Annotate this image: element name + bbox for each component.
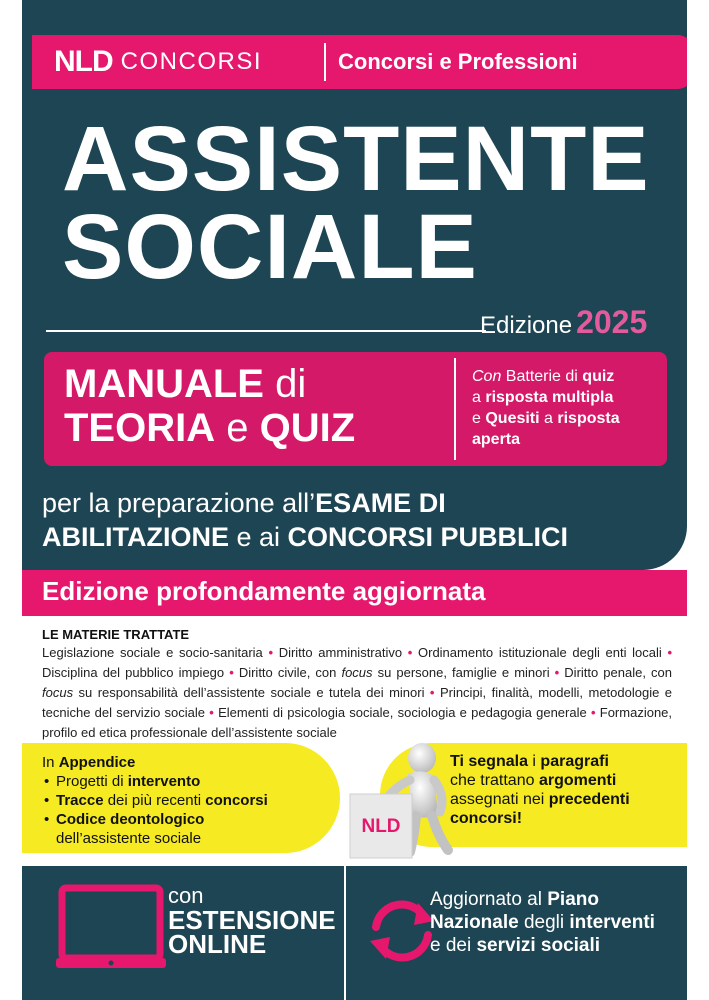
online-line-2: ONLINE bbox=[168, 929, 267, 959]
quiz-note-text: e bbox=[472, 410, 486, 427]
appendix-text: dell’assistente sociale bbox=[56, 830, 202, 847]
appendix-text: dei più recenti bbox=[103, 792, 206, 809]
update-banner bbox=[22, 570, 687, 616]
topic-item: focus bbox=[42, 685, 74, 700]
appendix-item bbox=[42, 791, 268, 810]
title-rule bbox=[46, 330, 486, 332]
plan-word: e dei bbox=[430, 935, 477, 956]
topic-item: Diritto penale, con bbox=[564, 665, 672, 680]
signal-word: paragrafi bbox=[540, 753, 609, 770]
topic-item: focus bbox=[341, 665, 373, 680]
publisher-logo bbox=[54, 45, 262, 79]
edition-text: Edizione bbox=[480, 312, 573, 339]
topic-separator: • bbox=[586, 705, 600, 720]
plan-word: Aggiornato al bbox=[430, 889, 548, 910]
plan-word: Nazionale bbox=[430, 912, 519, 933]
topic-item: su persone, famiglie e minori bbox=[372, 665, 550, 680]
appendix-item bbox=[42, 810, 268, 829]
appendix-text: Progetti di bbox=[56, 773, 128, 790]
plan-word: servizi sociali bbox=[476, 935, 601, 956]
topic-item: Ordinamento istituzionale degli enti locali bbox=[418, 645, 662, 660]
prep-text: ESAME DI bbox=[315, 488, 446, 518]
quiz-note bbox=[472, 366, 660, 450]
quiz-note-text: Quesiti bbox=[485, 410, 540, 427]
mascot-sign-text: NLD bbox=[361, 816, 401, 837]
topic-separator: • bbox=[402, 645, 418, 660]
bottom-divider bbox=[344, 866, 346, 1000]
signal-word: Ti segnala bbox=[450, 753, 528, 770]
topic-item: Legislazione sociale e socio-sanitaria bbox=[42, 645, 263, 660]
quiz-note-text: quiz bbox=[582, 368, 615, 385]
prep-text: ABILITAZIONE bbox=[42, 522, 229, 552]
laptop-icon bbox=[56, 882, 166, 982]
preparation-text bbox=[42, 486, 662, 554]
topic-separator: • bbox=[661, 645, 673, 660]
topic-separator: • bbox=[224, 665, 239, 680]
plan-text bbox=[430, 888, 680, 957]
quiz-note-text: aperta bbox=[472, 431, 521, 448]
topic-separator: • bbox=[549, 665, 565, 680]
series-label: Concorsi e Professioni bbox=[338, 49, 578, 74]
online-extension bbox=[168, 883, 336, 959]
topics-list bbox=[42, 643, 672, 743]
online-con: con bbox=[168, 883, 204, 908]
quiz-note-text: risposta multipla bbox=[485, 389, 614, 406]
prep-text: e ai bbox=[228, 522, 288, 552]
publisher-banner bbox=[32, 35, 687, 89]
appendix-item bbox=[42, 772, 268, 791]
appendix-text: intervento bbox=[127, 773, 201, 790]
book-cover bbox=[22, 0, 687, 1000]
title-line-1: ASSISTENTE bbox=[62, 108, 650, 210]
appendix-label: Appendice bbox=[58, 754, 136, 771]
manual-divider bbox=[454, 358, 456, 460]
manual-box bbox=[44, 352, 667, 466]
appendix-panel bbox=[22, 743, 340, 853]
topic-item: Formazione, profilo ed etica professionale dell’assistente sociale bbox=[42, 705, 673, 740]
mascot-head bbox=[408, 743, 436, 773]
plan-word: interventi bbox=[569, 912, 655, 933]
plan-word: degli bbox=[518, 912, 570, 933]
logo-concorsi: CONCORSI bbox=[120, 48, 262, 75]
manual-title bbox=[64, 362, 355, 450]
book-title bbox=[62, 108, 650, 298]
signal-word: che trattano bbox=[450, 772, 539, 789]
quiz-note-text: Batterie di bbox=[501, 368, 583, 385]
signal-word: concorsi! bbox=[450, 810, 523, 827]
appendix-item-cont bbox=[42, 829, 268, 848]
topic-item: Principi, finalità, modelli, metodologie e tecniche del servizio sociale bbox=[42, 685, 672, 720]
title-line-2: SOCIALE bbox=[62, 196, 478, 298]
banner-divider bbox=[324, 43, 326, 81]
prep-text: CONCORSI PUBBLICI bbox=[287, 522, 569, 552]
manual-word: TEORIA bbox=[64, 406, 216, 450]
signal-word: i bbox=[527, 753, 541, 770]
topics-heading: LE MATERIE TRATTATE bbox=[42, 627, 190, 642]
appendix-text: Tracce bbox=[56, 792, 104, 809]
topic-separator: • bbox=[424, 685, 440, 700]
online-line-1: ESTENSIONE bbox=[168, 905, 336, 935]
quiz-note-text: a bbox=[539, 410, 558, 427]
appendix-list bbox=[42, 753, 268, 848]
appendix-text: Codice deontologico bbox=[56, 811, 205, 828]
bottom-band bbox=[22, 866, 687, 1000]
signal-word: precedenti bbox=[548, 791, 630, 808]
plan-word: Piano bbox=[547, 889, 599, 910]
topic-separator: • bbox=[205, 705, 219, 720]
topic-item: Diritto amministrativo bbox=[278, 645, 403, 660]
topic-item: Diritto civile, con bbox=[238, 665, 342, 680]
topic-separator: • bbox=[262, 645, 279, 660]
topic-item: Disciplina del pubblico impiego bbox=[42, 665, 225, 680]
quiz-note-text: risposta bbox=[557, 410, 620, 427]
appendix-intro: In bbox=[42, 754, 59, 771]
signal-word: assegnati nei bbox=[450, 791, 549, 808]
update-banner-text: Edizione profondamente aggiornata bbox=[42, 576, 486, 606]
edition-year: 2025 bbox=[576, 304, 648, 340]
manual-word: e bbox=[226, 406, 249, 450]
signal-word: argomenti bbox=[538, 772, 617, 789]
manual-word: di bbox=[275, 362, 307, 406]
signal-text bbox=[450, 752, 682, 828]
edition-label bbox=[480, 304, 647, 341]
prep-text: per la preparazione all’ bbox=[42, 488, 316, 518]
manual-word: QUIZ bbox=[259, 406, 356, 450]
manual-word: MANUALE bbox=[64, 362, 264, 406]
appendix-text: concorsi bbox=[205, 792, 268, 809]
topic-item: su responsabilità dell’assistente sociale e tutela dei minori bbox=[73, 685, 425, 700]
quiz-note-text: a bbox=[472, 389, 486, 406]
topic-item: Elementi di psicologia sociale, sociologia e pedagogia generale bbox=[218, 705, 587, 720]
logo-nld: NLD bbox=[54, 45, 113, 78]
quiz-note-text: Con bbox=[472, 368, 502, 385]
